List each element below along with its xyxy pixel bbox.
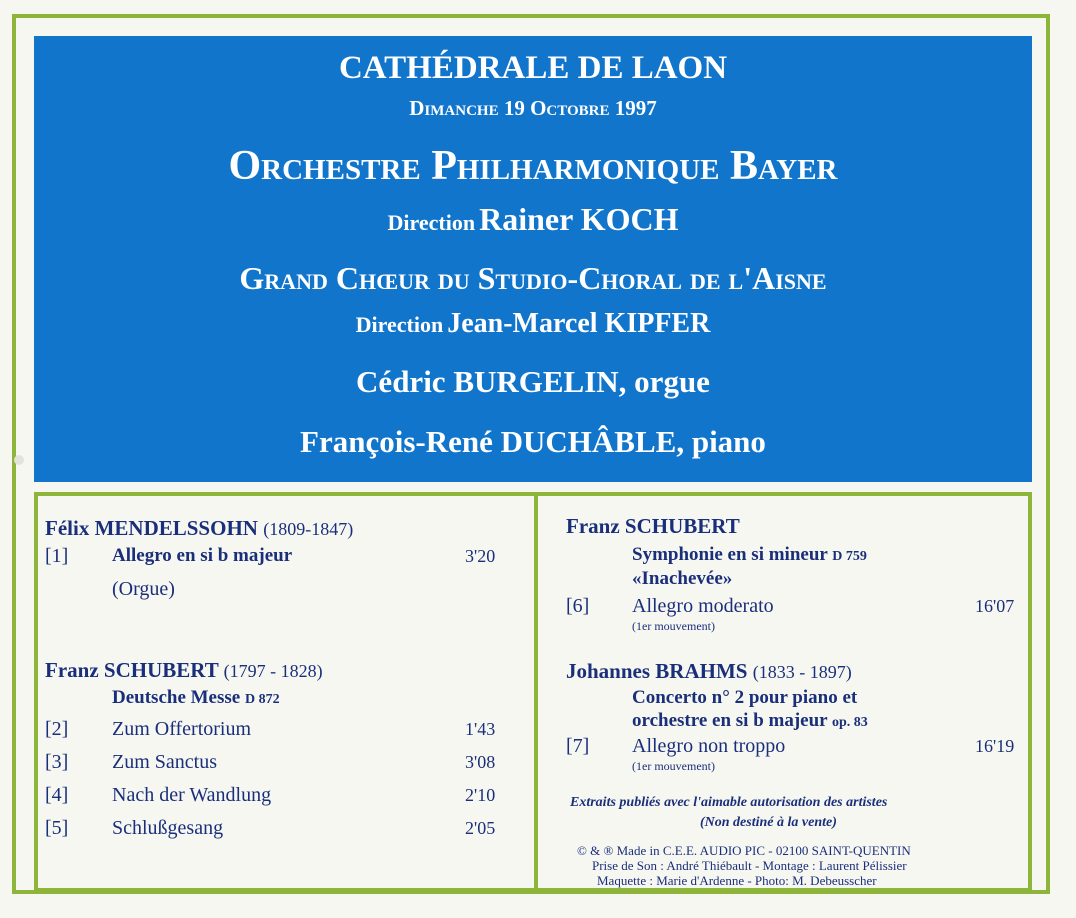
- track-movement: (1er mouvement): [632, 619, 715, 633]
- track-title: Zum Sanctus: [112, 751, 217, 773]
- composer-first-name: Franz: [45, 658, 99, 682]
- work-subtitle: «Inachevée»: [632, 568, 733, 589]
- orchestra-name: Orchestre Philharmonique Bayer: [228, 143, 838, 189]
- composer-schubert: [45, 658, 323, 683]
- track-number: [3]: [45, 751, 69, 773]
- composer-last-name: BRAHMS: [655, 659, 748, 683]
- choir-direction-label: Direction: [355, 312, 444, 337]
- composer-first-name: Franz: [566, 514, 620, 538]
- track-duration: 3'08: [465, 752, 496, 772]
- track-duration: 2'05: [465, 818, 496, 838]
- orchestra-direction: [34, 201, 1032, 238]
- work-title: Concerto n° 2 pour piano et: [632, 687, 858, 708]
- work-title: [632, 544, 867, 566]
- composer-brahms: [566, 659, 852, 684]
- work-catalog: D 872: [244, 692, 280, 707]
- scan-mark: [14, 455, 24, 465]
- work-title: [112, 687, 280, 709]
- track-title: Nach der Wandlung: [112, 784, 272, 806]
- composer-dates: (1797 - 1828): [223, 661, 323, 681]
- track-duration: 16'19: [975, 736, 1015, 756]
- choir-name: Grand Chœur du Studio-Choral de l'Aisne: [239, 260, 827, 296]
- composer-last-name: SCHUBERT: [624, 514, 740, 538]
- work-name: Deutsche Messe: [112, 687, 241, 708]
- composer-dates: (1833 - 1897): [752, 662, 852, 682]
- composer-last-name: MENDELSSOHN: [94, 516, 258, 540]
- organist: Cédric BURGELIN, orgue: [356, 364, 710, 399]
- orchestra-direction-label: Direction: [387, 210, 476, 235]
- pianist: François-René DUCHÂBLE, piano: [300, 424, 766, 459]
- choir-conductor: Jean-Marcel KIPFER: [447, 308, 711, 339]
- track-title: Allegro non troppo: [632, 735, 786, 757]
- track-title: Allegro en si b majeur: [112, 545, 293, 566]
- work-catalog: D 759: [832, 549, 867, 564]
- track-note: (Orgue): [112, 578, 175, 600]
- choir-direction: [34, 308, 1032, 340]
- track-number: [6]: [566, 595, 590, 617]
- track-number: [1]: [45, 545, 69, 567]
- design-credit: Maquette : Marie d'Ardenne - Photo: M. Debeusscher: [597, 873, 877, 888]
- track-title: Zum Offertorium: [112, 718, 252, 740]
- recording-credit: Prise de Son : André Thiébault - Montage : Laurent Pélissier: [592, 858, 907, 873]
- track-title: Schlußgesang: [112, 817, 224, 839]
- composer-mendelssohn: [45, 516, 353, 541]
- venue-title: CATHÉDRALE DE LAON: [338, 50, 728, 86]
- track-number: [5]: [45, 817, 69, 839]
- track-duration: 2'10: [465, 785, 496, 805]
- header-banner: [34, 36, 1032, 482]
- composer-last-name: SCHUBERT: [103, 658, 219, 682]
- orchestra-conductor: Rainer KOCH: [479, 201, 679, 237]
- track-number: [4]: [45, 784, 69, 806]
- track-duration: 3'20: [465, 546, 496, 566]
- work-catalog: op. 83: [832, 715, 868, 730]
- work-name: orchestre en si b majeur: [632, 710, 828, 731]
- composer-first-name: Johannes: [566, 659, 651, 683]
- track-duration: 16'07: [975, 596, 1015, 616]
- concert-date: Dimanche 19 Octobre 1997: [409, 96, 657, 120]
- not-for-sale-notice: (Non destiné à la vente): [700, 815, 837, 830]
- composer-schubert-right: [566, 514, 740, 539]
- composer-dates: (1809-1847): [263, 519, 354, 539]
- track-title: Allegro moderato: [632, 595, 774, 617]
- track-number: [2]: [45, 718, 69, 740]
- track-duration: 1'43: [465, 719, 496, 739]
- production-credit: © & ® Made in C.E.E. AUDIO PIC - 02100 SAINT-QUENTIN: [577, 843, 911, 858]
- work-title-line2: [632, 710, 868, 732]
- track-number: [7]: [566, 735, 590, 757]
- work-name: Symphonie en si mineur: [632, 544, 828, 565]
- permission-notice: Extraits publiés avec l'aimable autorisation des artistes: [570, 795, 888, 810]
- composer-first-name: Félix: [45, 516, 90, 540]
- track-movement: (1er mouvement): [632, 759, 715, 773]
